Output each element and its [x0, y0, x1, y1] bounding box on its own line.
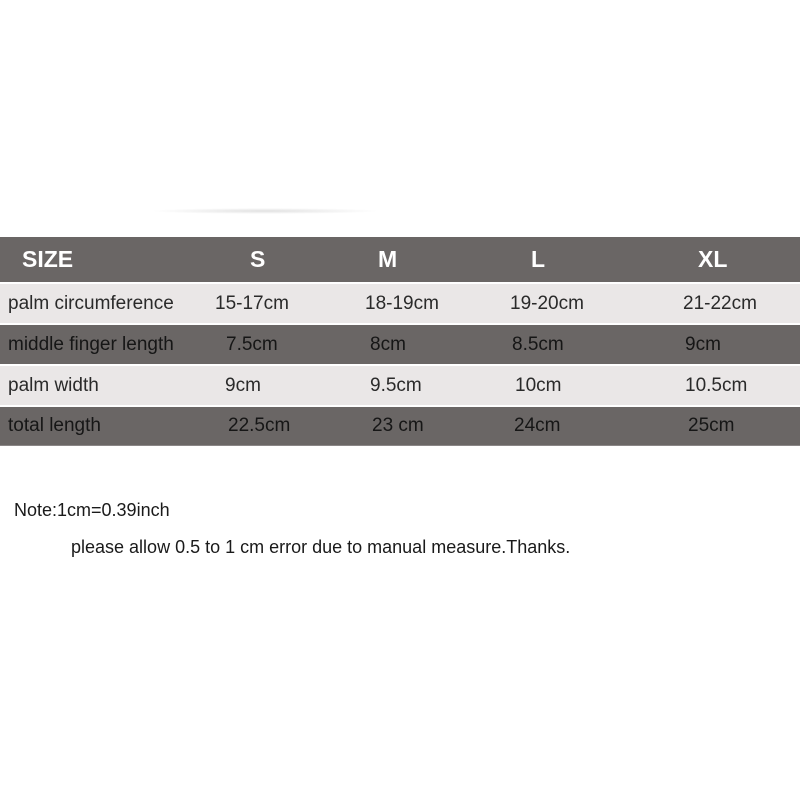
table-row-total-length: [0, 405, 800, 446]
cell-s: 7.5cm: [226, 333, 278, 355]
header-size: SIZE: [22, 246, 74, 272]
cell-xl: 9cm: [685, 333, 721, 355]
header-l: L: [531, 246, 546, 272]
row-label: palm circumference: [8, 292, 174, 314]
error-note: please allow 0.5 to 1 cm error due to manual measure.Thanks.: [71, 537, 571, 557]
table-header-row: [0, 237, 800, 282]
size-table: [0, 237, 800, 446]
cell-xl: 21-22cm: [683, 292, 757, 314]
header-xl: XL: [698, 246, 728, 272]
cell-s: 15-17cm: [215, 292, 289, 314]
header-m: M: [378, 246, 398, 272]
cell-l: 24cm: [514, 415, 561, 436]
cell-m: 23 cm: [372, 415, 424, 436]
cell-m: 8cm: [370, 333, 406, 355]
cell-m: 9.5cm: [370, 374, 422, 396]
header-s: S: [250, 246, 266, 272]
cell-xl: 25cm: [688, 415, 735, 436]
table-row-palm-width: [0, 364, 800, 405]
row-label: palm width: [8, 374, 99, 396]
cell-l: 10cm: [515, 374, 562, 396]
cell-s: 22.5cm: [228, 415, 291, 436]
unit-note: Note:1cm=0.39inch: [14, 500, 170, 520]
cell-l: 19-20cm: [510, 292, 584, 314]
decorative-smudge: [150, 208, 380, 214]
cell-m: 18-19cm: [365, 292, 439, 314]
row-label: middle finger length: [8, 333, 174, 355]
table-row-palm-circumference: [0, 282, 800, 323]
table-row-middle-finger-length: [0, 323, 800, 364]
cell-l: 8.5cm: [512, 333, 564, 355]
cell-xl: 10.5cm: [685, 374, 748, 396]
row-label: total length: [8, 415, 101, 436]
cell-s: 9cm: [225, 374, 261, 396]
